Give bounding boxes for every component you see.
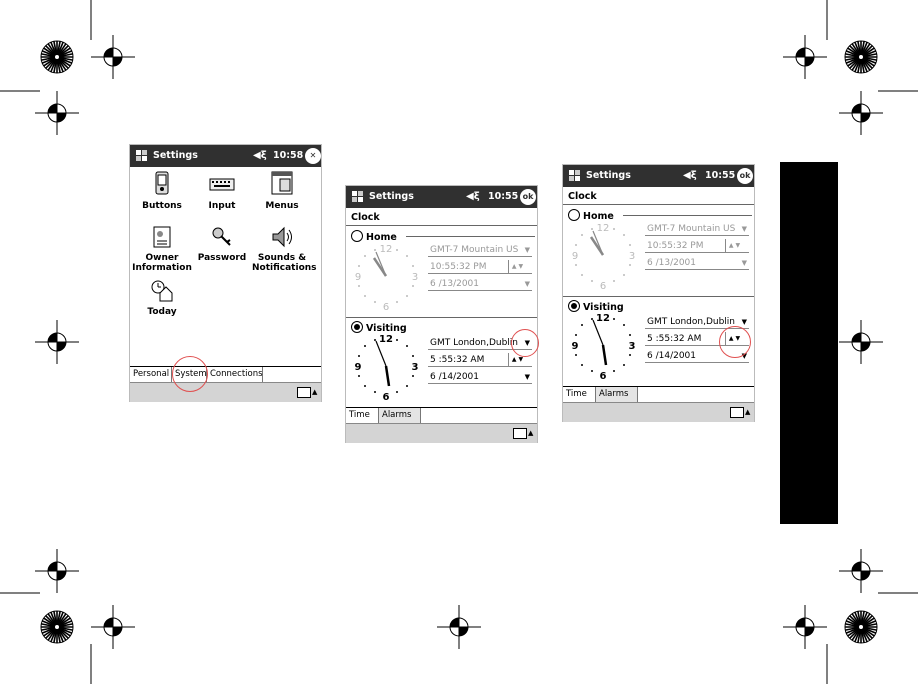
speaker-icon[interactable]: ◀ξ (466, 191, 480, 202)
keyboard-icon[interactable] (297, 387, 311, 398)
tab-time[interactable]: Time (563, 387, 596, 402)
visiting-time-value: 5 :55:32 AM (647, 334, 702, 344)
settings-item-menus[interactable] (252, 171, 312, 211)
divider (563, 204, 754, 205)
clock-numeral-6: 6 (382, 302, 390, 312)
tab-strip (130, 366, 321, 383)
tab-connections[interactable]: Connections (207, 367, 263, 382)
dropdown-arrow-icon[interactable]: ▼ (741, 318, 747, 326)
visiting-analog-clock (351, 332, 421, 402)
title-text: Settings (153, 150, 198, 161)
tab-time[interactable]: Time (346, 408, 379, 423)
home-timezone-value: GMT-7 Mountain US (647, 224, 736, 234)
visiting-analog-clock (568, 311, 638, 381)
clock-numeral-9: 9 (571, 251, 579, 262)
home-date-field[interactable] (428, 277, 532, 291)
dropdown-arrow-icon: ▼ (741, 259, 747, 267)
tab-personal[interactable]: Personal (130, 367, 172, 382)
time-spinner-icon[interactable]: ▲ ▼ (725, 332, 743, 346)
section-title: Clock (568, 191, 597, 202)
home-timezone-value: GMT-7 Mountain US (430, 245, 519, 255)
screen-settings-personal (129, 144, 322, 402)
home-timezone-select[interactable] (428, 243, 532, 257)
dropdown-arrow-icon[interactable]: ▼ (524, 339, 530, 347)
divider (623, 215, 752, 216)
highlight-circle (719, 326, 751, 358)
home-analog-clock (568, 221, 638, 291)
time-spinner-icon[interactable]: ▲ ▼ (508, 353, 526, 367)
clock-numeral-9: 9 (354, 272, 362, 283)
dropdown-arrow-icon: ▼ (741, 225, 747, 233)
settings-item-sounds-notifications[interactable] (252, 225, 317, 273)
title-bar (563, 165, 754, 187)
icon-label: Today (147, 307, 177, 317)
speaker-icon[interactable]: ◀ξ (253, 150, 267, 161)
visiting-date-value: 6 /14/2001 (430, 372, 480, 382)
section-title: Clock (351, 212, 380, 223)
settings-item-input[interactable] (192, 171, 252, 211)
keys-icon (210, 225, 234, 249)
icon-label: Buttons (142, 201, 182, 211)
tab-alarms[interactable]: Alarms (379, 408, 421, 423)
radio-icon (351, 230, 363, 242)
home-time-value: 10:55:32 PM (430, 262, 487, 272)
settings-item-today[interactable] (132, 279, 192, 317)
visiting-date-field[interactable] (428, 370, 532, 384)
clock-numeral-6: 6 (599, 371, 607, 381)
clock-numeral-12: 12 (379, 334, 393, 345)
input-arrow-icon[interactable]: ▲ (528, 429, 534, 437)
icon-label: Menus (265, 201, 299, 211)
speaker-icon (270, 225, 294, 249)
title-text: Settings (369, 191, 414, 202)
divider (346, 225, 537, 226)
clock-numeral-12: 12 (596, 313, 610, 324)
speaker-icon[interactable]: ◀ξ (683, 170, 697, 181)
ok-button[interactable]: ok (737, 168, 753, 184)
home-analog-clock (351, 242, 421, 312)
buttons-icon (152, 171, 172, 197)
dropdown-arrow-icon: ▼ (524, 246, 530, 254)
divider (563, 296, 754, 297)
windows-start-icon[interactable] (349, 188, 367, 206)
visiting-timezone-value: GMT London,Dublin (647, 317, 736, 327)
icon-label: Owner Information (132, 253, 192, 273)
home-timezone-select[interactable] (645, 222, 749, 236)
tab-system[interactable]: System (172, 367, 207, 382)
owner-card-icon (150, 225, 174, 249)
title-bar (130, 145, 321, 167)
input-arrow-icon[interactable]: ▲ (312, 388, 318, 396)
clock-numeral-12: 12 (596, 223, 610, 234)
dropdown-arrow-icon: ▼ (741, 352, 747, 360)
keyboard-icon (209, 171, 235, 197)
clock-numeral-3: 3 (628, 341, 636, 352)
input-arrow-icon[interactable]: ▲ (745, 408, 751, 416)
settings-item-password[interactable] (192, 225, 252, 263)
icon-label: Sounds & Notifications (252, 253, 317, 273)
clock-numeral-12: 12 (379, 244, 393, 255)
time-spinner-icon[interactable]: ▲ ▼ (508, 260, 526, 274)
tab-strip (563, 386, 754, 403)
visiting-date-value: 6 /14/2001 (647, 351, 697, 361)
icon-label: Password (197, 253, 247, 263)
home-time-field[interactable] (428, 260, 532, 274)
radio-icon (568, 209, 580, 221)
home-date-field[interactable] (645, 256, 749, 270)
clock-numeral-3: 3 (411, 272, 419, 283)
clock-time[interactable]: 10:55 (488, 191, 519, 202)
screen-clock-2 (562, 164, 755, 422)
command-bar (346, 423, 537, 443)
clock-numeral-9: 9 (354, 362, 362, 373)
divider (346, 317, 537, 318)
visiting-label: Visiting (366, 323, 407, 334)
clock-time[interactable]: 10:55 (705, 170, 736, 181)
title-text: Settings (586, 170, 631, 181)
divider (406, 236, 535, 237)
icon-label: Input (208, 201, 236, 211)
clock-numeral-6: 6 (382, 392, 390, 402)
chapter-side-tab (780, 162, 838, 524)
visiting-time-field[interactable] (428, 353, 532, 367)
screen-clock-1 (345, 185, 538, 443)
dropdown-arrow-icon: ▼ (524, 373, 530, 381)
visiting-time-value: 5 :55:32 AM (430, 355, 485, 365)
visiting-label: Visiting (583, 302, 624, 313)
close-icon[interactable]: ✕ (305, 148, 321, 164)
home-time-value: 10:55:32 PM (647, 241, 704, 251)
keyboard-icon[interactable] (513, 428, 527, 439)
clock-numeral-9: 9 (571, 341, 579, 352)
home-label: Home (366, 232, 397, 243)
command-bar (130, 382, 321, 402)
home-date-value: 6 /13/2001 (647, 258, 697, 268)
dropdown-arrow-icon: ▼ (524, 280, 530, 288)
home-date-value: 6 /13/2001 (430, 279, 480, 289)
today-house-icon (150, 279, 174, 303)
settings-item-owner-information[interactable] (132, 225, 192, 273)
menus-icon (269, 171, 295, 197)
clock-time[interactable]: 10:58 (273, 150, 304, 161)
windows-start-icon[interactable] (566, 167, 584, 185)
title-bar (346, 186, 537, 208)
ok-button[interactable]: ok (520, 189, 536, 205)
clock-numeral-3: 3 (411, 362, 419, 373)
time-spinner-icon[interactable]: ▲ ▼ (725, 239, 743, 253)
home-time-field[interactable] (645, 239, 749, 253)
command-bar (563, 402, 754, 422)
windows-start-icon[interactable] (133, 147, 151, 165)
highlight-circle (511, 329, 539, 357)
highlight-circle (172, 356, 208, 392)
tab-alarms[interactable]: Alarms (596, 387, 638, 402)
keyboard-icon[interactable] (730, 407, 744, 418)
clock-numeral-6: 6 (599, 281, 607, 291)
clock-numeral-3: 3 (628, 251, 636, 262)
home-label: Home (583, 211, 614, 222)
visiting-timezone-value: GMT London,Dublin (430, 338, 519, 348)
settings-item-buttons[interactable] (132, 171, 192, 211)
tab-strip (346, 407, 537, 424)
